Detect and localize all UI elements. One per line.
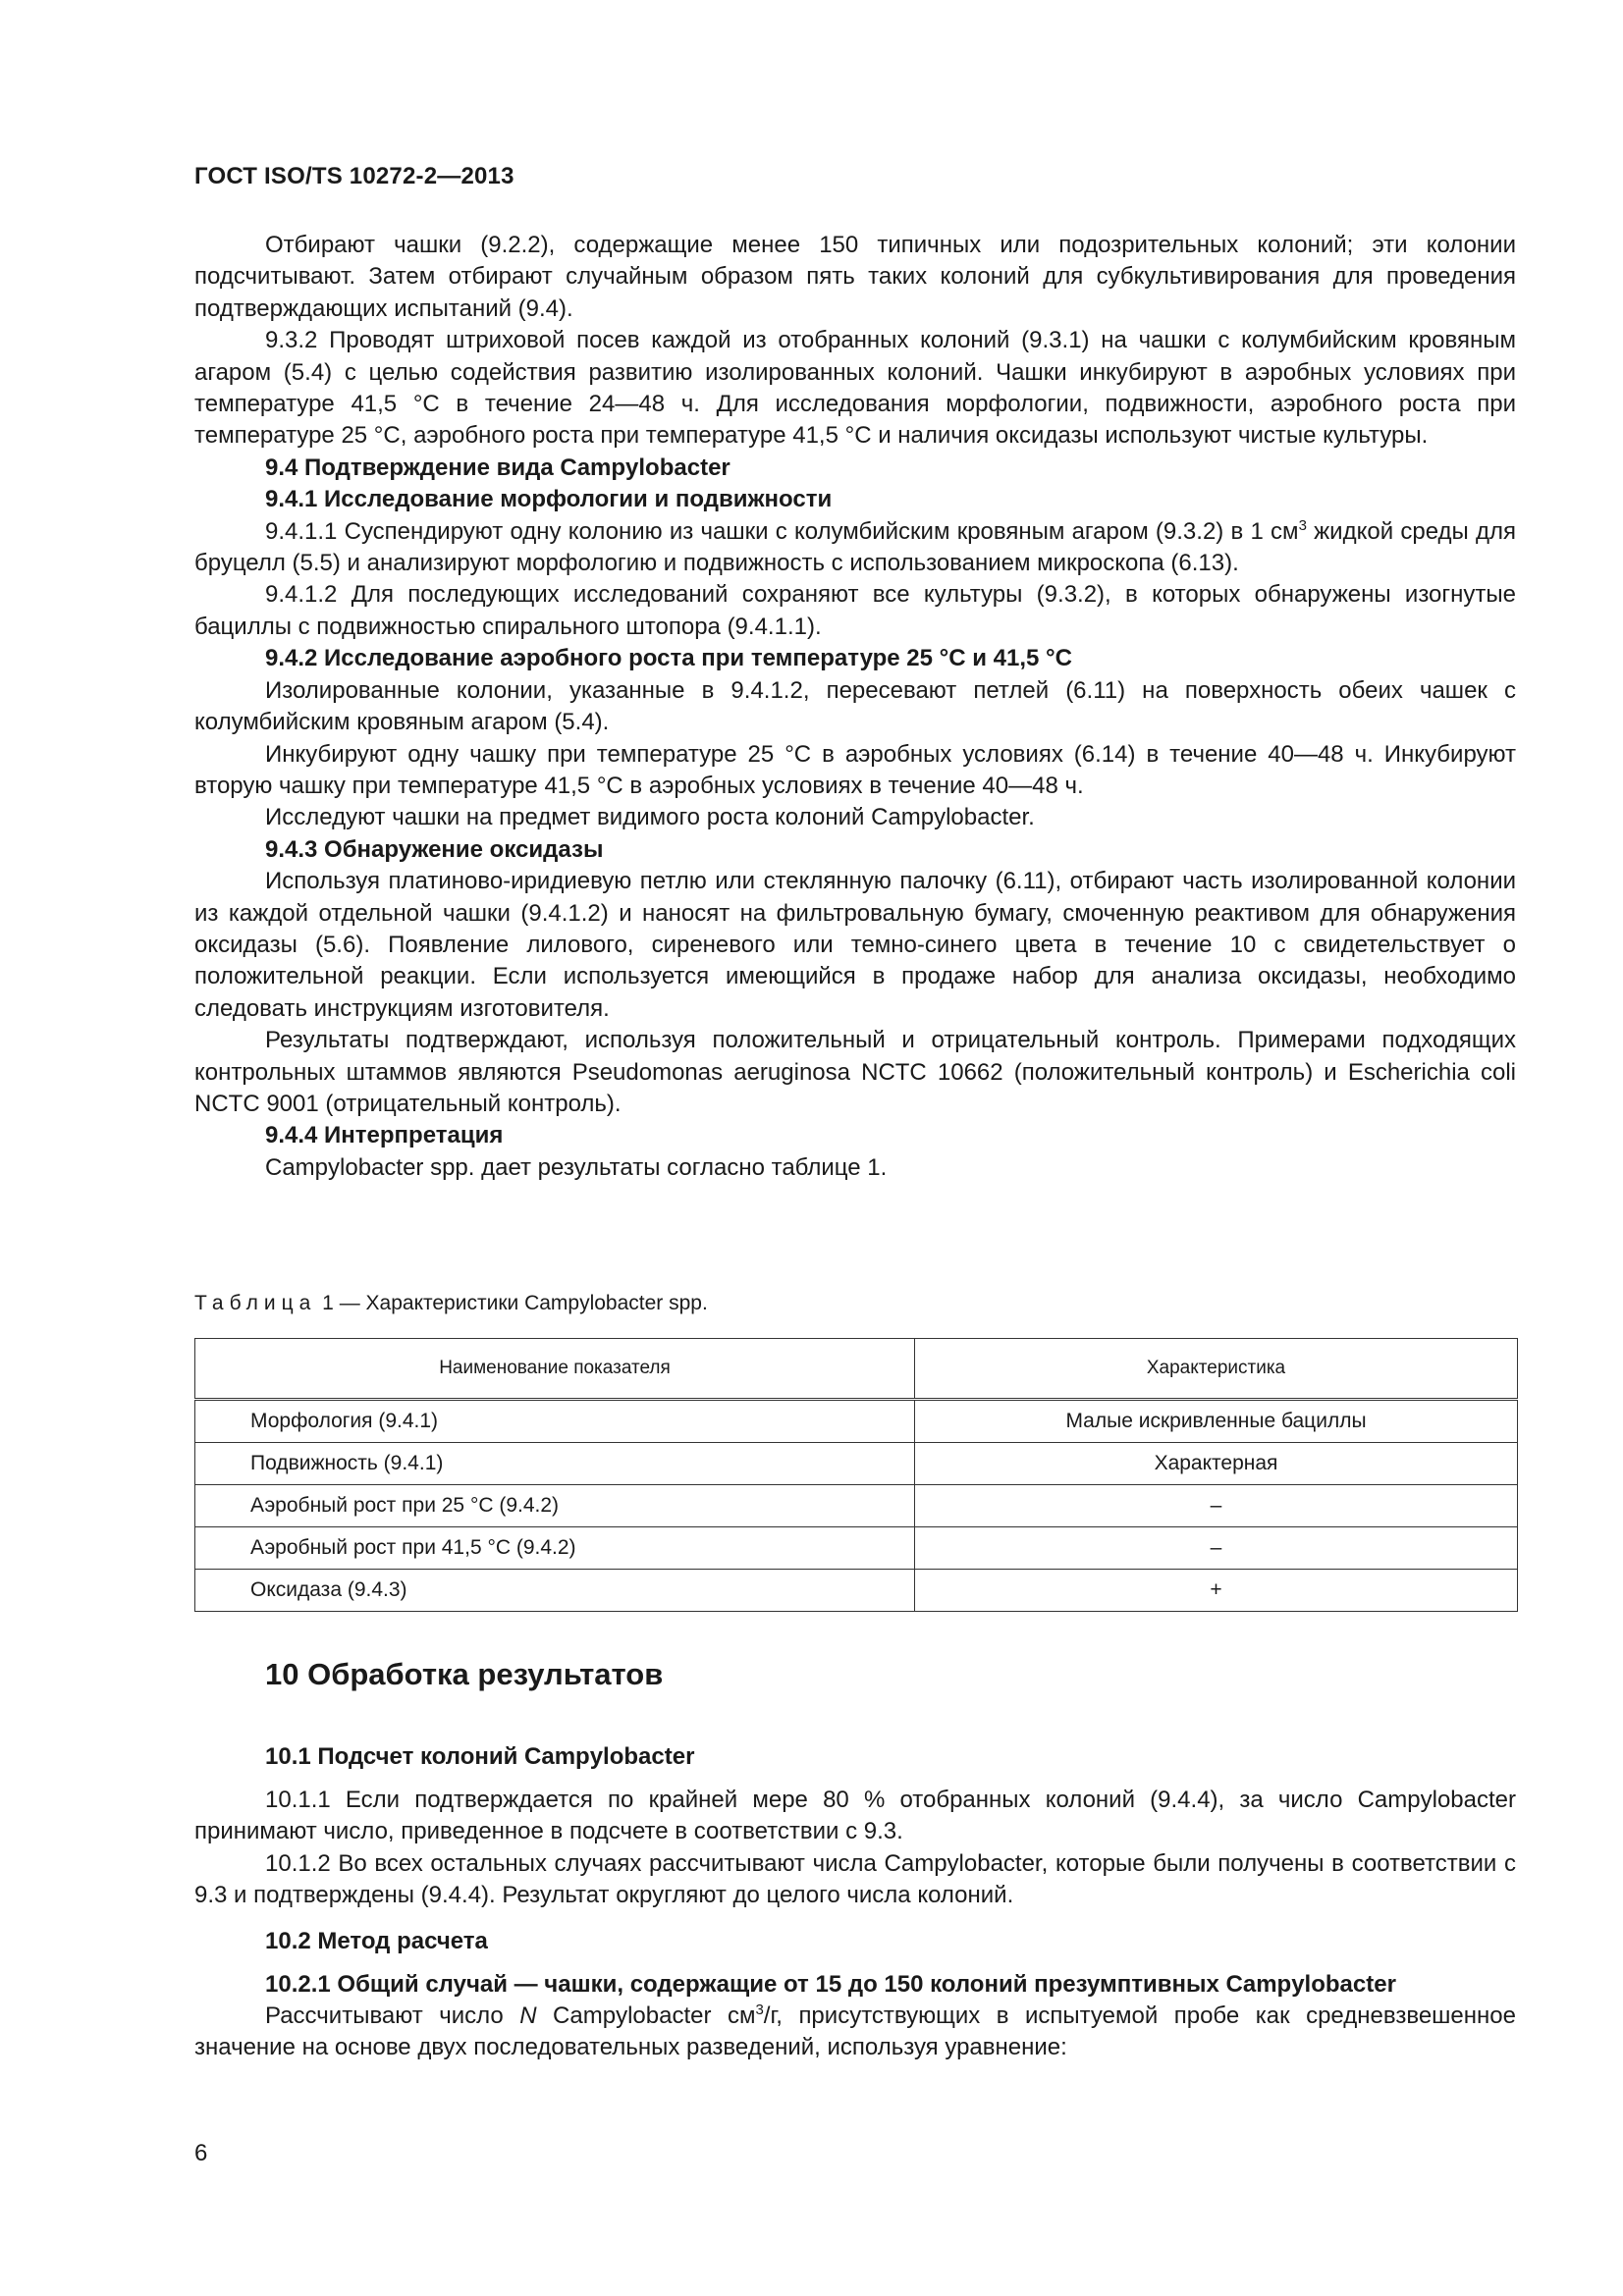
body-text: [194, 230, 1516, 1184]
text-segment: Campylobacter см: [536, 2002, 756, 2030]
paragraph: Используя платиново-иридиевую петлю или стеклянную палочку (6.11), отбирают часть изолированной колонии из каждой отдельной чашки (9.4.1.2) и наносят на фильтровальную бумагу, смоченную реактивом для обнаружения оксидазы (5.6). Появление лилового, сиреневого или темно-синего цвета в течение 10 с свидетельствует о положительной реакции. Если используется имеющийся в продаже набор для анализа оксидазы, необходимо следовать инструкциям изготовителя.: [194, 868, 1516, 1022]
paragraph-9-4-1-1: [194, 516, 1516, 580]
superscript: 3: [755, 2002, 764, 2019]
heading-9-4-1: 9.4.1 Исследование морфологии и подвижности: [265, 486, 833, 513]
table-cell-value: Характерная: [915, 1443, 1518, 1485]
paragraph-10-1-1: 10.1.1 Если подтверждается по крайней мере 80 % отобранных колоний (9.4.4), за число Campylobacter принимают число, приведенное в подсчете в соответствии с 9.3.: [194, 1787, 1516, 1845]
superscript: 3: [1298, 516, 1307, 534]
text-segment: /г, присутствующих в испытуемой пробе как средневзвешенное значение на основе двух последовательных разведений, используя уравнение:: [194, 2002, 1516, 2061]
table-cell-value: Малые искривленные бациллы: [915, 1400, 1518, 1443]
table-row: [195, 1443, 1518, 1485]
heading-9-4-3: 9.4.3 Обнаружение оксидазы: [265, 835, 604, 863]
table-row: [195, 1570, 1518, 1612]
paragraph: Отбирают чашки (9.2.2), содержащие менее 150 типичных или подозрительных колоний; эти колонии подсчитывают. Затем отбирают случайным образом пять таких колоний для субкультивирования для проведения подтверждающих испытаний (9.4).: [194, 232, 1516, 322]
paragraph: Исследуют чашки на предмет видимого роста колоний Campylobacter.: [265, 804, 1035, 831]
table-cell-name: Оксидаза (9.4.3): [195, 1570, 915, 1612]
text-segment: 9.4.1.1 Суспендируют одну колонию из чашки с колумбийским кровяным агаром (9.3.2) в 1 см: [265, 517, 1299, 545]
variable: N: [519, 2002, 537, 2030]
paragraph: Инкубируют одну чашку при температуре 25 °С в аэробных условиях (6.14) в течение 40—48 ч. Инкубируют вторую чашку при температуре 41,5 °С в аэробных условиях в течение 40—48 ч.: [194, 740, 1516, 799]
heading-9-4-2: 9.4.2 Исследование аэробного роста при температуре 25 °С и 41,5 °С: [265, 645, 1072, 672]
heading-10-2: 10.2 Метод расчета: [265, 1927, 488, 1954]
text-segment: Рассчитывают число: [265, 2002, 520, 2030]
heading-10-2-1: 10.2.1 Общий случай — чашки, содержащие от 15 до 150 колоний презумптивных Campylobacter: [265, 1970, 1396, 1998]
table-row: [195, 1485, 1518, 1527]
table-cell-name: Аэробный рост при 25 °С (9.4.2): [195, 1485, 915, 1527]
column-header: Характеристика: [915, 1339, 1518, 1400]
table-cell-name: Подвижность (9.4.1): [195, 1443, 915, 1485]
table-cell-name: Морфология (9.4.1): [195, 1400, 915, 1443]
paragraph: Campylobacter spp. дает результаты согласно таблице 1.: [265, 1153, 888, 1181]
heading-9-4: 9.4 Подтверждение вида Campylobacter: [265, 454, 730, 481]
heading-10-1: 10.1 Подсчет колоний Campylobacter: [265, 1743, 695, 1770]
table-cell-name: Аэробный рост при 41,5 °С (9.4.2): [195, 1527, 915, 1570]
table-cell-value: –: [915, 1485, 1518, 1527]
paragraph-10-1-2: 10.1.2 Во всех остальных случаях рассчитывают числа Campylobacter, которые были получены в соответствии с 9.3 и подтверждены (9.4.4). Результат округляют до целого числа колоний.: [194, 1849, 1516, 1909]
page-number: 6: [194, 2140, 208, 2166]
section-title: 10 Обработка результатов: [265, 1657, 664, 1691]
document-code-header: ГОСТ ISO/TS 10272-2—2013: [194, 163, 514, 189]
column-header: Наименование показателя: [195, 1339, 915, 1400]
table-cell-value: –: [915, 1527, 1518, 1570]
table-caption-label: Таблица: [194, 1292, 317, 1314]
text-segment: жидкой среды для бруцелл (5.5) и анализируют морфологию и подвижность с использованием микроскопа (6.13).: [194, 517, 1516, 577]
table-caption-title: 1 — Характеристики Campylobacter spp.: [316, 1292, 708, 1314]
table-row: [195, 1400, 1518, 1443]
paragraph: Результаты подтверждают, используя положительный и отрицательный контроль. Примерами подходящих контрольных штаммов являются Pseudomonas aeruginosa NCTC 10662 (положительный контроль) и Escherichia coli NCTC 9001 (отрицательный контроль).: [194, 1027, 1516, 1117]
paragraph-10-2-1: [194, 2001, 1516, 2064]
heading-9-4-4: 9.4.4 Интерпретация: [265, 1122, 504, 1149]
paragraph-9-3-2: 9.3.2 Проводят штриховой посев каждой из отобранных колоний (9.3.1) на чашки с колумбийским кровяным агаром (5.4) с целью содействия развитию изолированных колоний. Чашки инкубируют в аэробных условиях при температуре 41,5 °С в течение 24—48 ч. Для исследования морфологии, подвижности, аэробного роста при температуре 25 °С, аэробного роста при температуре 41,5 °С и наличия оксидазы используют чистые культуры.: [194, 327, 1516, 450]
table-caption: [194, 1292, 708, 1315]
characteristics-table: [194, 1338, 1518, 1612]
paragraph: Изолированные колонии, указанные в 9.4.1.2, пересевают петлей (6.11) на поверхность обеих чашек с колумбийским кровяным агаром (5.4).: [194, 676, 1516, 736]
section-10: [194, 1655, 1516, 2064]
table-header-row: [195, 1339, 1518, 1400]
table-cell-value: +: [915, 1570, 1518, 1612]
table-row: [195, 1527, 1518, 1570]
paragraph-9-4-1-2: 9.4.1.2 Для последующих исследований сохраняют все культуры (9.3.2), в которых обнаружены изогнутые бациллы с подвижностью спирального штопора (9.4.1.1).: [194, 581, 1516, 640]
